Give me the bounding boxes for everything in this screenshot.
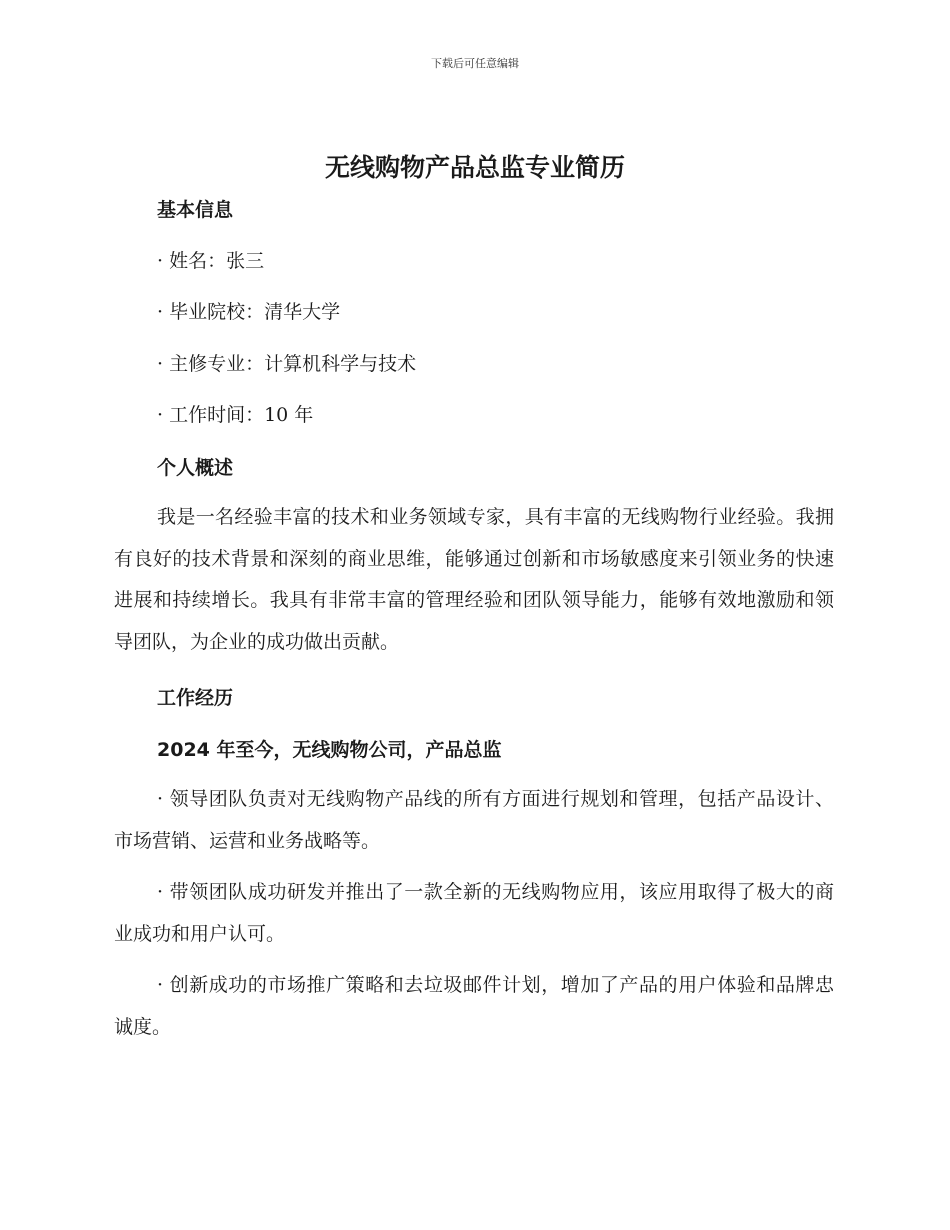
experience-bullet-1: · 领导团队负责对无线购物产品线的所有方面进行规划和管理，包括产品设计、市场营销、运营和业务战略等。: [114, 788, 834, 852]
basic-info-years: · 工作时间：10 年: [157, 404, 314, 426]
experience-bullet-2: · 带领团队成功研发并推出了一款全新的无线购物应用，该应用取得了极大的商业成功和用户认可。: [114, 881, 834, 945]
header-note: 下载后可任意编辑: [431, 57, 519, 70]
experience-heading: 工作经历: [157, 687, 234, 709]
basic-info-heading: 基本信息: [157, 199, 234, 221]
basic-info-school: · 毕业院校：清华大学: [157, 301, 341, 323]
summary-heading: 个人概述: [157, 457, 234, 479]
resume-title: 无线购物产品总监专业简历: [324, 153, 625, 182]
basic-info-name: · 姓名：张三: [157, 250, 265, 272]
summary-paragraph: 我是一名经验丰富的技术和业务领域专家，具有丰富的无线购物行业经验。我拥有良好的技术背景和深刻的商业思维，能够通过创新和市场敏感度来引领业务的快速进展和持续增长。我具有非常丰富的管理经验和团队领导能力，能够有效地激励和领导团队，为企业的成功做出贡献。: [114, 506, 834, 653]
experience-bullet-3: · 创新成功的市场推广策略和去垃圾邮件计划，增加了产品的用户体验和品牌忠诚度。: [114, 974, 834, 1038]
basic-info-major: · 主修专业：计算机科学与技术: [157, 353, 417, 375]
job-title: 2024 年至今，无线购物公司，产品总监: [157, 739, 502, 761]
